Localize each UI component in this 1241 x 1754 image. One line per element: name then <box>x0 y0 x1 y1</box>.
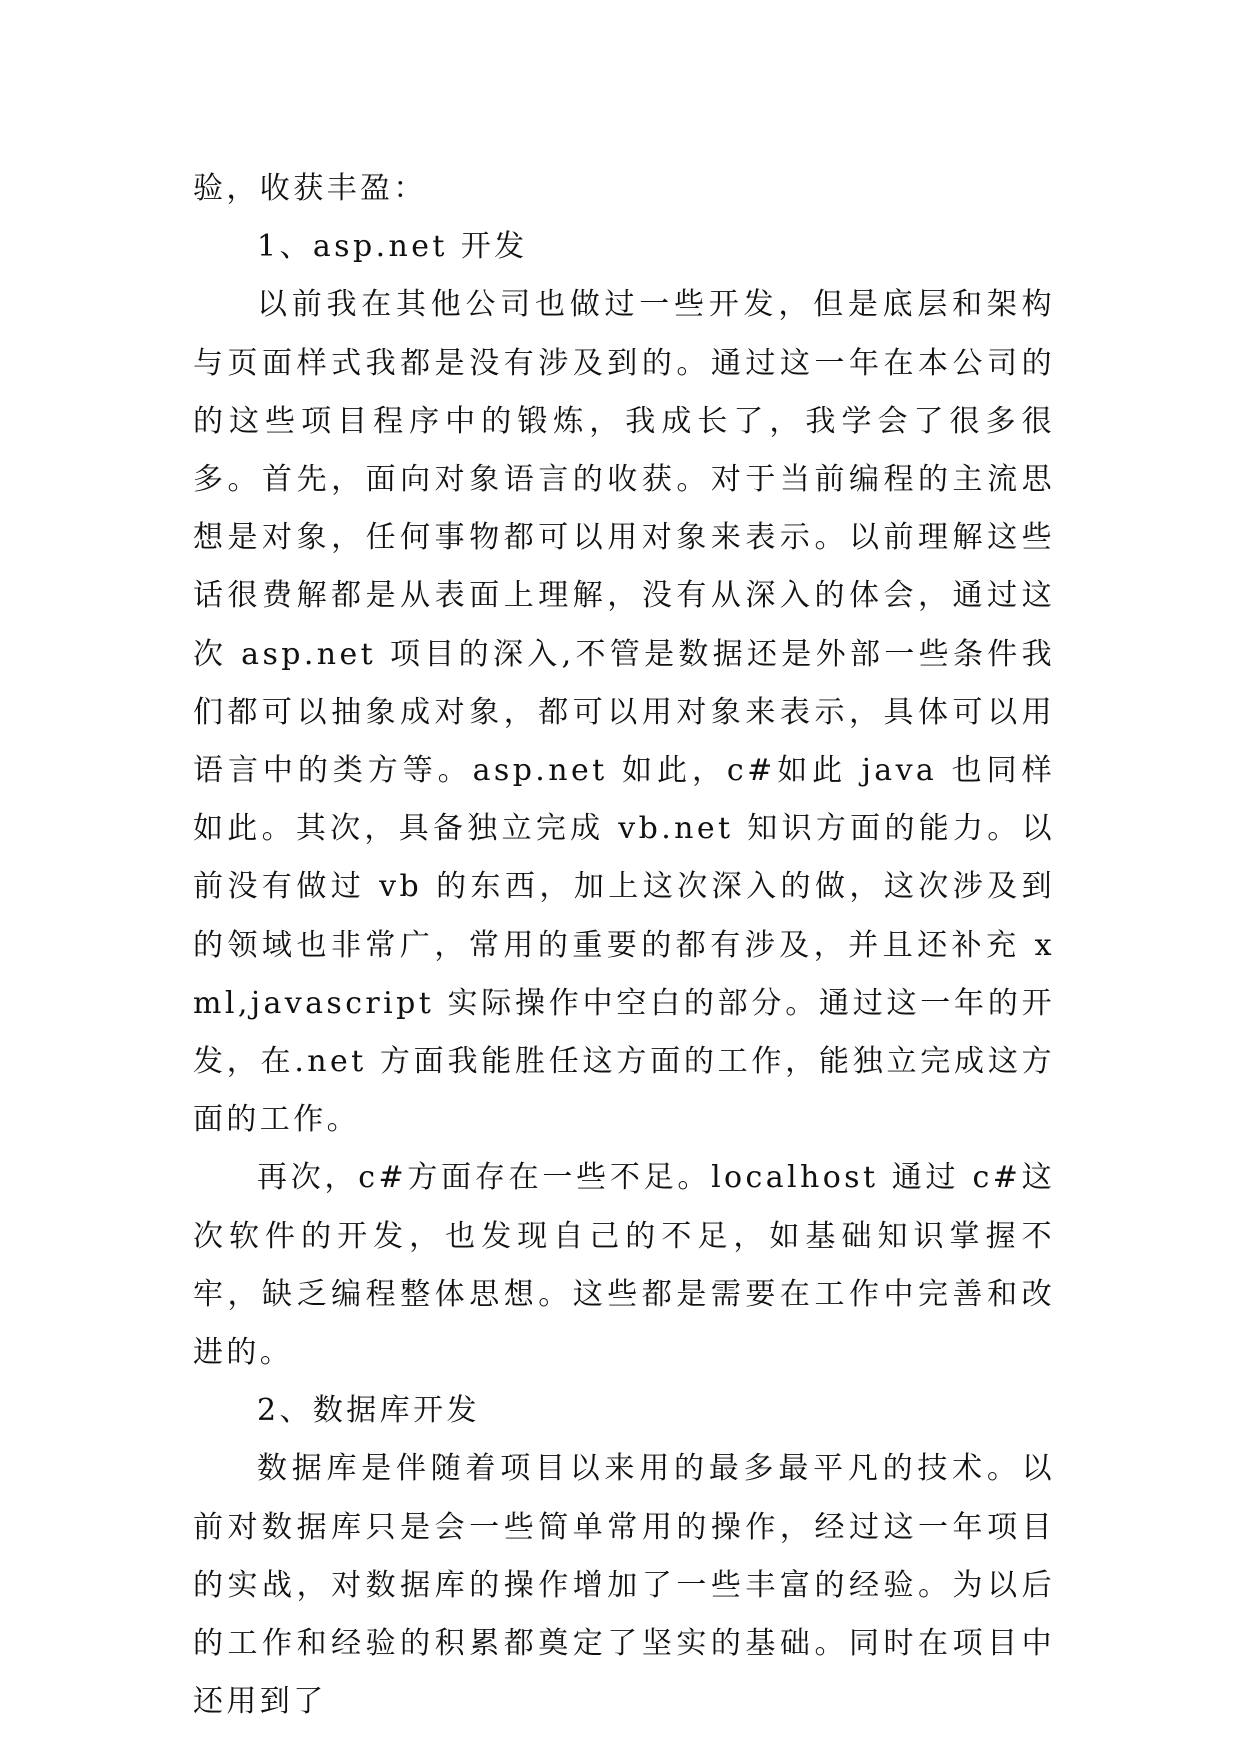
paragraph-database-experience: 数据库是伴随着项目以来用的最多最平凡的技术。以前对数据库只是会一些简单常用的操作，经过这一年项目的实战，对数据库的操作增加了一些丰富的经验。为以后的工作和经验的积累都奠定了坚实的基础。同时在项目中还用到了 <box>193 1451 1055 1720</box>
document-body <box>193 160 1055 1731</box>
heading-aspnet-development: 1、asp.net 开发 <box>257 229 528 265</box>
heading-database-development: 2、数据库开发 <box>257 1393 480 1429</box>
paragraph-csharp-shortcomings: 再次，c#方面存在一些不足。localhost 通过 c#这次软件的开发，也发现自己的不足，如基础知识掌握不牢，缺乏编程整体思想。这些都是需要在工作中完善和改进的。 <box>193 1160 1055 1371</box>
paragraph-intro-tail: 验，收获丰盈： <box>193 171 427 206</box>
paragraph-aspnet-experience: 以前我在其他公司也做过一些开发，但是底层和架构与页面样式我都是没有涉及到的。通过这一年在本公司的的这些项目程序中的锻炼，我成长了，我学会了很多很多。首先，面向对象语言的收获。对于当前编程的主流思想是对象，任何事物都可以用对象来表示。以前理解这些话很费解都是从表面上理解，没有从深入的体会，通过这次 asp.net 项目的深入,不管是数据还是外部一些条件我们都可以抽象成对象，都可以用对象来表示，具体可以用语言中的类方等。asp.net 如此，c#如此 java 也同样如此。其次，具备独立完成 vb.net 知识方面的能力。以前没有做过 vb 的东西，加上这次深入的做，这次涉及到的领域也非常广，常用的重要的都有涉及，并且还补充 xml,javascript 实际操作中空白的部分。通过这一年的开发，在.net 方面我能胜任这方面的工作，能独立完成这方面的工作。 <box>193 287 1055 1138</box>
